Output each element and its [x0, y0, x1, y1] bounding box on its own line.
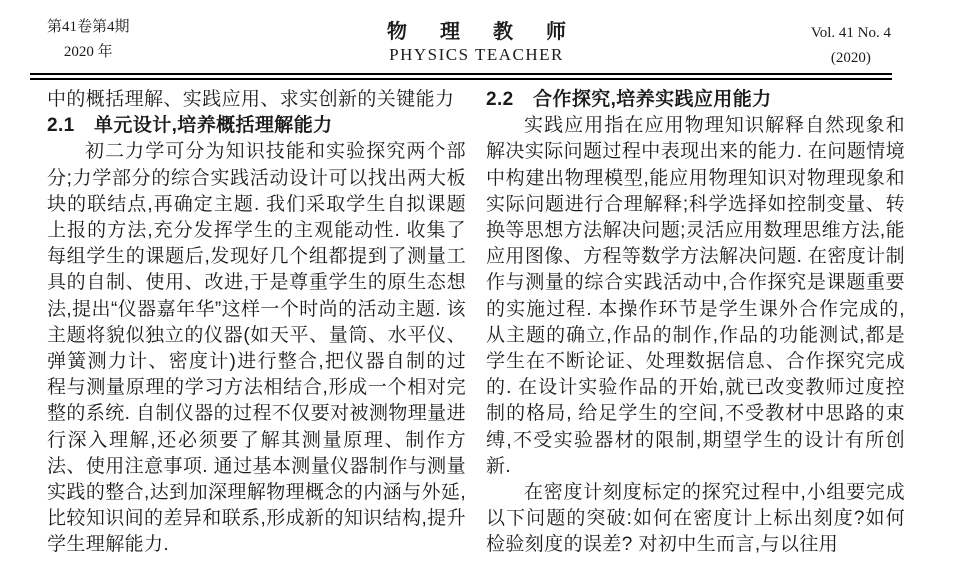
section-heading-2-2: 2.2 合作探究,培养实践应用能力	[486, 89, 772, 110]
body-paragraph: 初二力学可分为知识技能和实验探究两个部分;力学部分的综合实践活动设计可以找出两大板块的联结点,再确定主题. 我们采取学生自拟课题上报的方法,充分发挥学生的主观能动性. 收集了每组学生的课题后,发现好几个组都提到了测量工具的自制、使用、改进,于是尊重学生的原生态想法,提出“仪器嘉年华”这样一个时尚的活动主题. 该主题将貌似独立的仪器(如天平、量筒、水平仪、弹簧测力计、密度计)进行整合,把仪器自制的过程与测量原理的学习方法相结合,形成一个相对完整的系统. 自制仪器的过程不仅要对被测物理量进行深入理解,还必须要了解其测量原理、制作方法、使用注意事项. 通过基本测量仪器制作与测量实践的整合,达到加深理解物理概念的内涵与外延,比较知识间的差异和联系,形成新的知识结构,提升学生理解能力.	[47, 141, 466, 556]
header-vol-block	[811, 21, 891, 71]
left-column	[47, 87, 466, 559]
header-divider-rule	[30, 73, 892, 80]
journal-title-en: PHYSICS TEACHER	[389, 45, 564, 64]
body-paragraph: 实践应用指在应用物理知识解释自然现象和解决实际问题过程中表现出来的能力. 在问题情境中构建出物理模型,能应用物理知识对物理现象和实际问题进行合理解释;科学选择如控制变量、转换等思想方法解决问题;灵活应用数理思维方法,能应用图像、方程等数学方法解决问题. 在密度计制作与测量的综合实践活动中,合作探究是课题重要的实施过程. 本操作环节是学生课外合作完成的,从主题的确立,作品的制作,作品的功能测试,都是学生在不断论证、处理数据信息、合作探究完成的. 在设计实验作品的开始,就已改变教师过度控制的格局, 给足学生的空间,不受教材中思路的束缚,不受实验器材的限制,期望学生的设计有所创新.	[486, 115, 905, 477]
journal-title-cn: 物 理 教 师	[387, 21, 580, 43]
year-cn: 2020 年	[63, 44, 113, 60]
volume-issue-cn: 第41卷第4期	[47, 19, 130, 35]
body-paragraph: 在密度计刻度标定的探究过程中,小组要完成以下问题的突破:如何在密度计上标出刻度?如何检验刻度的误差? 对初中生而言,与以往用	[486, 482, 905, 556]
continuation-line: 中的概括理解、实践应用、求实创新的关键能力	[47, 89, 455, 110]
volume-issue-en: Vol. 41 No. 4	[810, 25, 891, 41]
article-body	[47, 87, 905, 559]
right-column	[486, 87, 905, 559]
year-en: (2020)	[830, 50, 871, 66]
section-heading-2-1: 2.1 单元设计,培养概括理解能力	[47, 115, 333, 137]
